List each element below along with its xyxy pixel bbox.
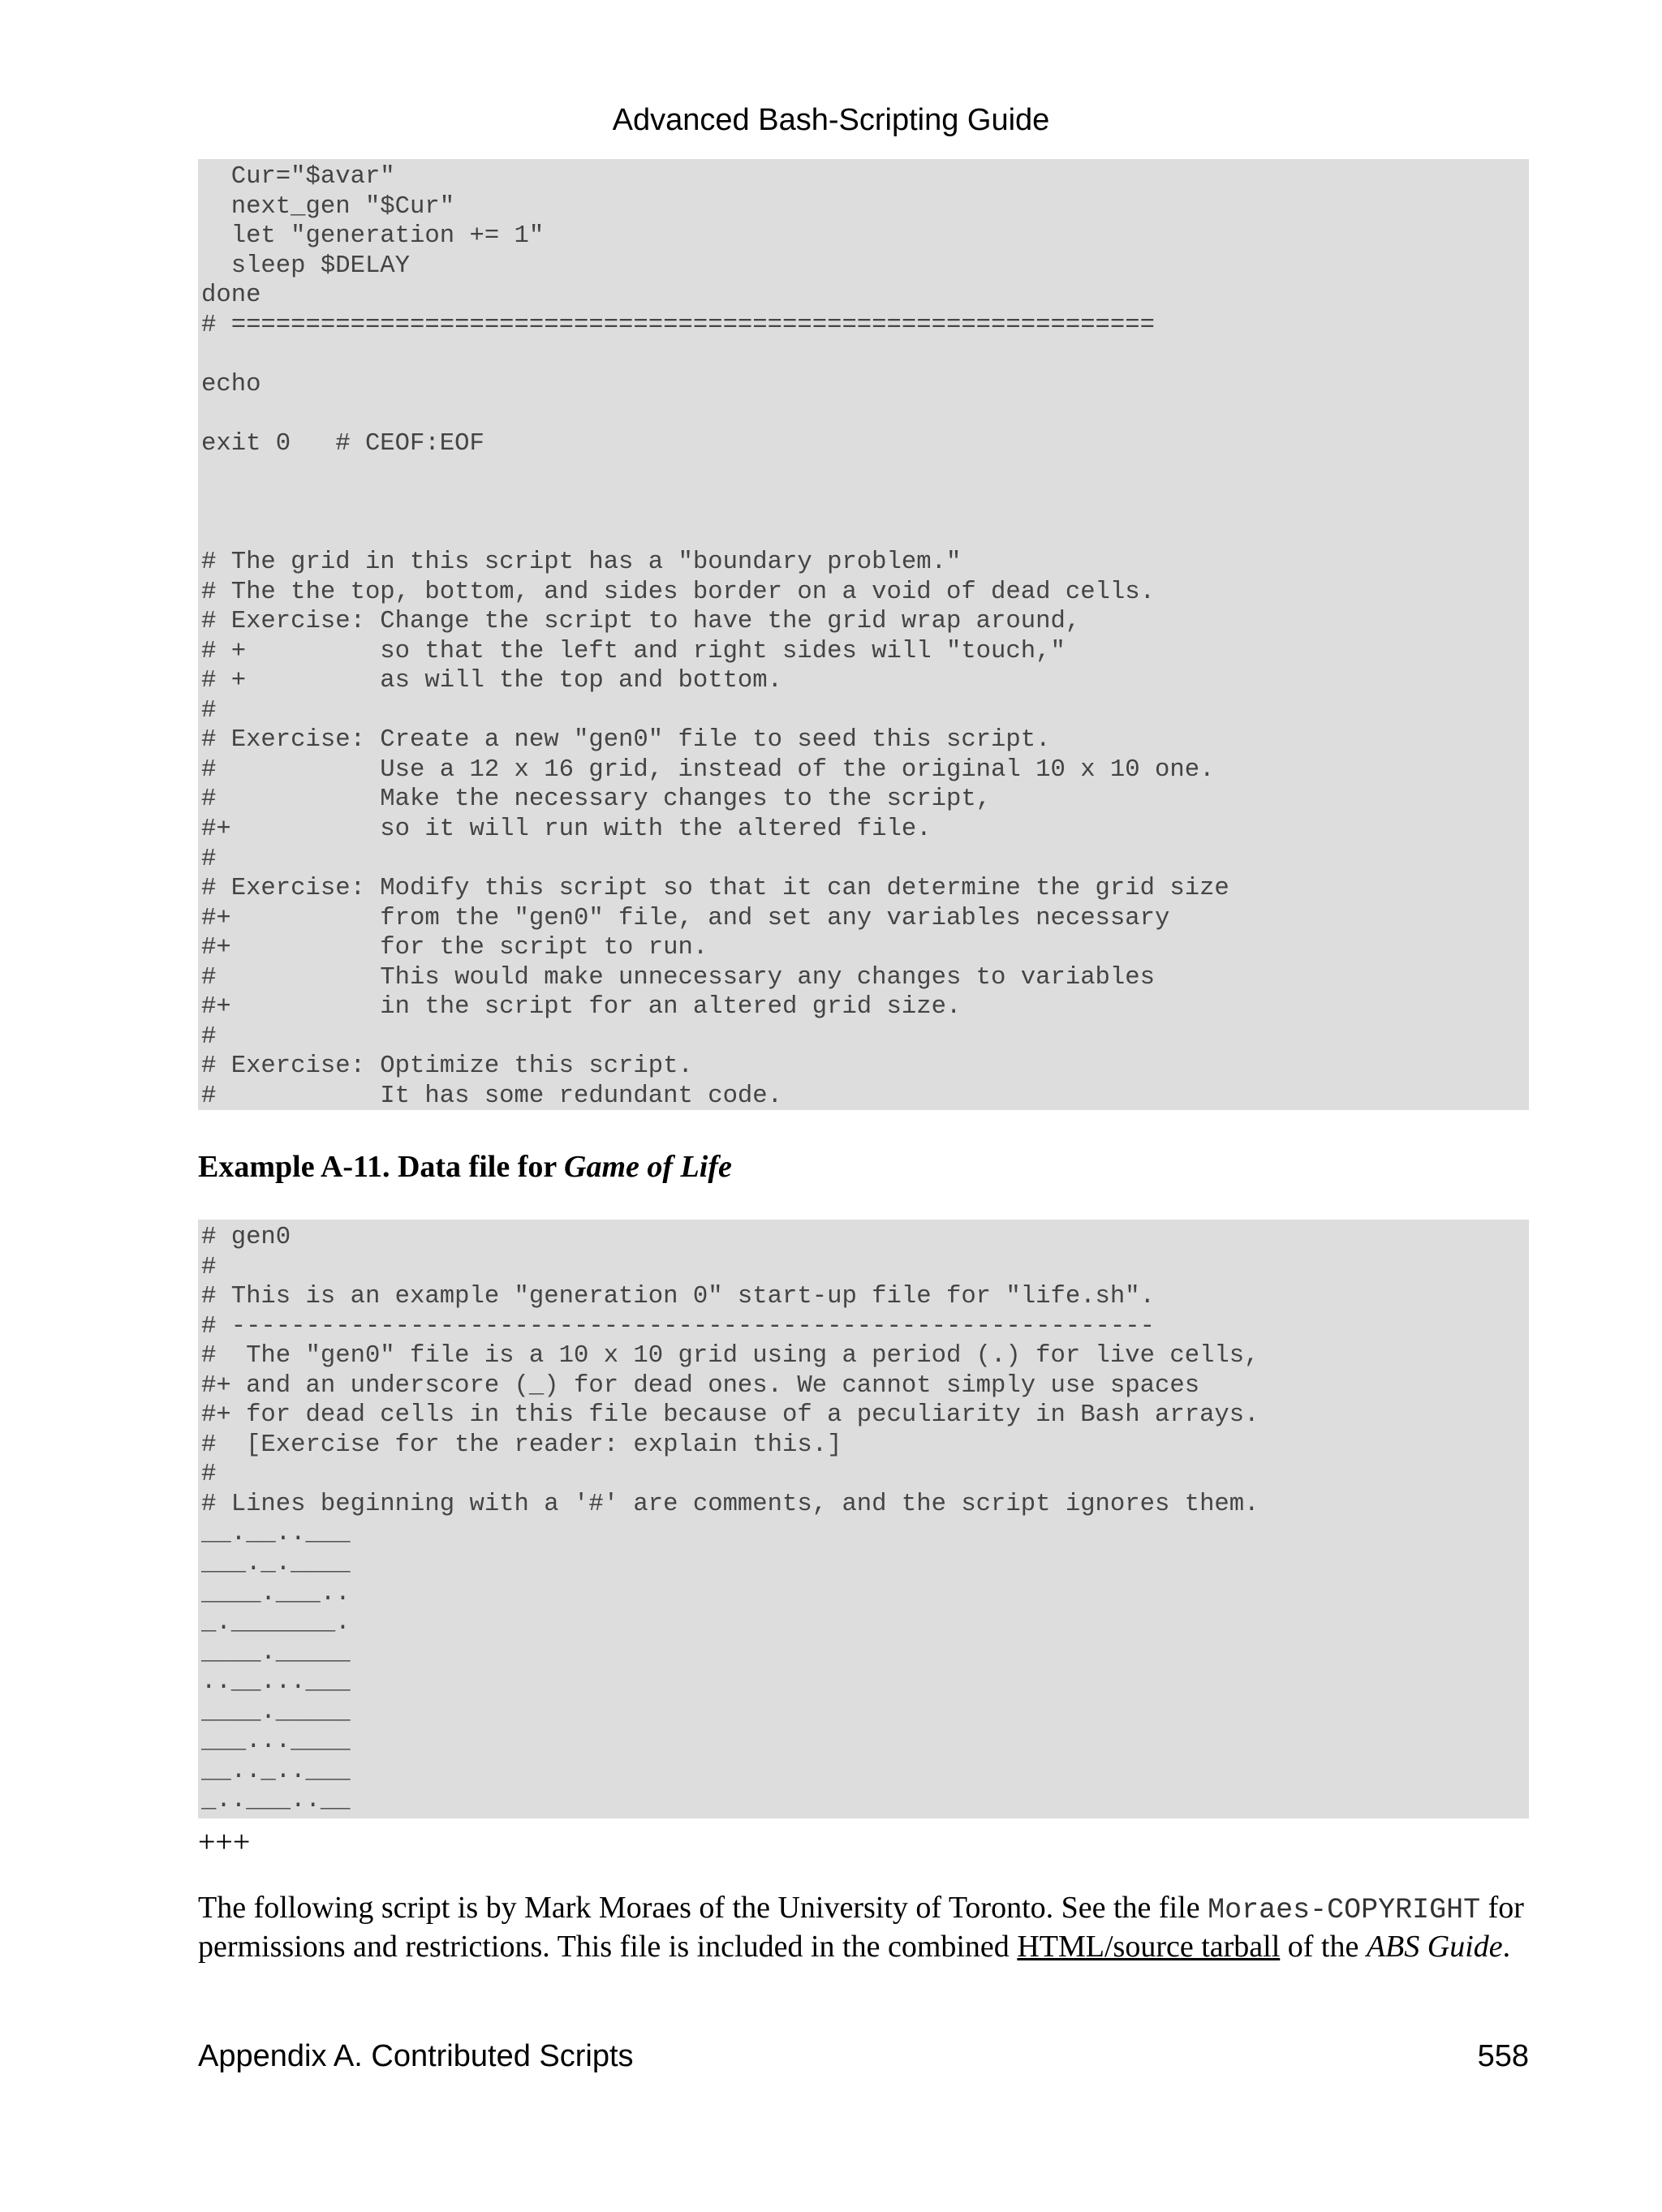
- code-block-gen0-data: [198, 1220, 1529, 1818]
- example-label: Example A-11. Data file for: [198, 1150, 565, 1184]
- page-footer: [198, 2037, 1529, 2076]
- paragraph-text: .: [1502, 1930, 1511, 1964]
- paragraph-text: of the: [1280, 1930, 1367, 1964]
- paragraph-text: for permissions and restrictions. This file is included in the combined: [198, 1891, 1524, 1964]
- example-title: [198, 1147, 732, 1186]
- example-title-italic: Game of Life: [564, 1150, 732, 1184]
- page-header: Advanced Bash-Scripting Guide: [612, 103, 1050, 137]
- code-listing: # gen0 # # This is an example "generation 0" start-up file for "life.sh". # -------------------------------------------------------------- # The "gen0" file is a 10 x 10 grid using a period (.) for live cells, #+ and an underscore (_) for dead ones. We cannot simply use spaces #+ for dead cells in this file because of a peculiarity in Bash arrays. # [Exercise for the reader: explain this.] # # Lines beginning with a '#' are comments, and the script ignores them. __.__..___ ___._.____ ____.___.. _._______. ____._____ ..__...___ ____._____ ___...____ __.._..___ _..___..__: [201, 1224, 1259, 1815]
- plus-line: +++: [198, 1825, 251, 1859]
- body-paragraph: [198, 1890, 1537, 1965]
- code-block-life-script-end: [198, 159, 1529, 1110]
- footer-page-number: 558: [1477, 2039, 1529, 2073]
- code-listing: Cur="$avar" next_gen "$Cur" let "generation += 1" sleep $DELAY done # ============================================================== echo exit 0 # CEOF:EOF # The grid in this script has a "boundary problem." # The the top, bottom, and sides border on a void of dead cells. # Exercise: Change the script to have the grid wrap around, # + so that the left and right sides will "touch," # + as will the top and bottom. # # Exercise: Create a new "gen0" file to seed this script. # Use a 12 x 16 grid, instead of the original 10 x 10 one. # Make the necessary changes to the script, #+ so it will run with the altered file. # # Exercise: Modify this script so that it can determine the grid size #+ from the "gen0" file, and set any variables necessary #+ for the script to run. # This would make unnecessary any changes to variables #+ in the script for an altered grid size. # # Exercise: Optimize this script. # It has some redundant code.: [201, 163, 1229, 1110]
- paragraph-text: The following script is by Mark Moraes of the University of Toronto. See the file: [198, 1891, 1208, 1925]
- guide-name-italic: ABS Guide: [1366, 1930, 1503, 1964]
- filename-literal: Moraes-COPYRIGHT: [1208, 1894, 1481, 1926]
- tarball-link[interactable]: HTML/source tarball: [1017, 1930, 1281, 1964]
- footer-section-title: Appendix A. Contributed Scripts: [198, 2039, 634, 2073]
